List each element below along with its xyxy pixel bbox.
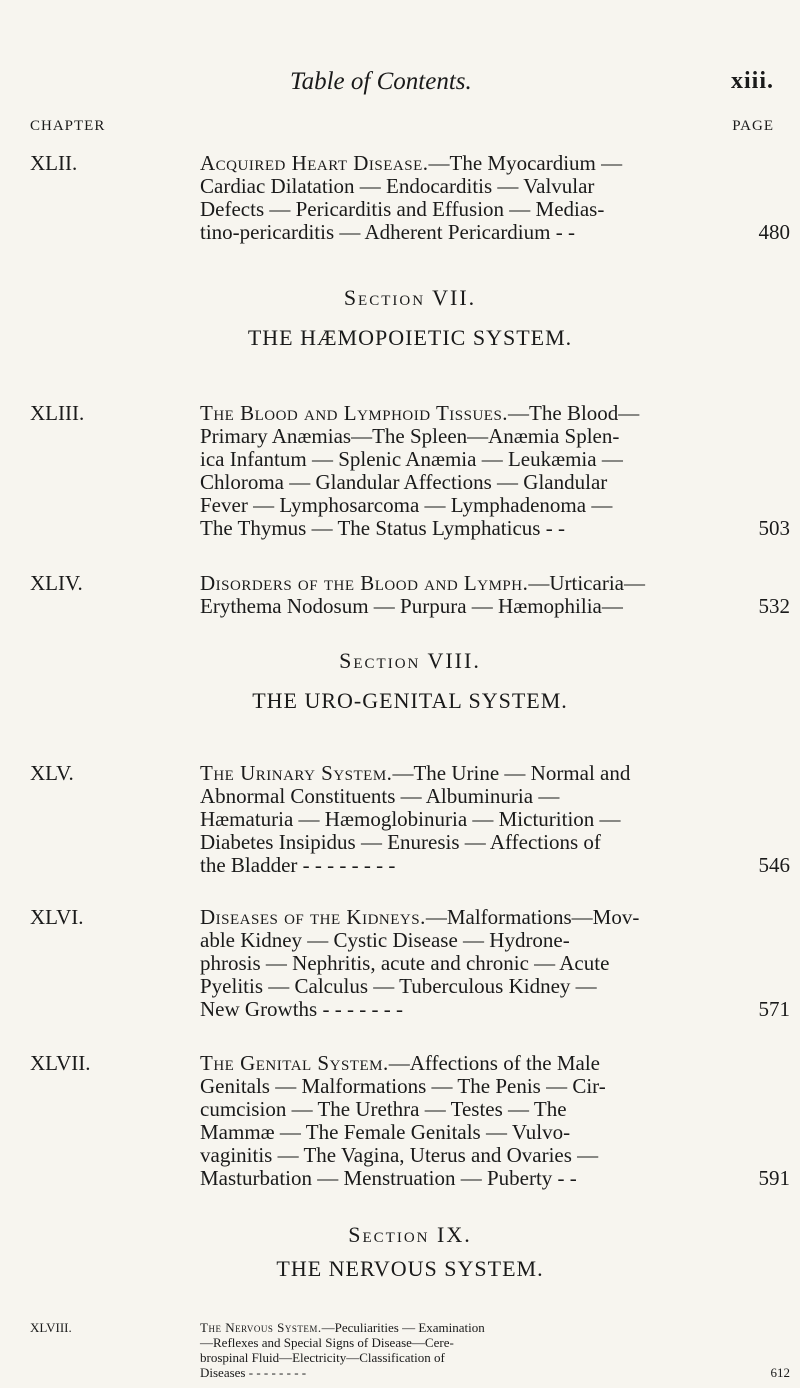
chapter-number: XLVIII.	[30, 1320, 72, 1335]
chapter-description	[200, 152, 710, 244]
entry-line: Genitals — Malformations — The Penis — Cir-	[200, 1074, 606, 1098]
entry-line: Acquired Heart Disease.—The Myocardium —	[200, 151, 623, 175]
chapter-description	[200, 762, 710, 877]
section-title: THE HÆMOPOIETIC SYSTEM.	[247, 325, 573, 350]
section-heading	[0, 1222, 800, 1282]
entry-line: Fever — Lymphosarcoma — Lymphadenoma —	[200, 493, 613, 517]
section-label: Section VII.	[343, 285, 477, 310]
entry-line: vaginitis — The Vagina, Uterus and Ovaries —	[200, 1143, 599, 1167]
chapter-heading: The Blood and Lymphoid Tissues.	[200, 401, 509, 425]
section-title: THE URO-GENITAL SYSTEM.	[252, 688, 568, 713]
entry-line: —Reflexes and Special Signs of Disease—Cere-	[200, 1335, 454, 1350]
entry-line: Hæmaturia — Hæmoglobinuria — Micturition —	[200, 807, 621, 831]
entry-line: Masturbation — Menstruation — Puberty - -	[200, 1166, 577, 1190]
chapter-heading: Diseases of the Kidneys.	[200, 905, 426, 929]
entry-line: Abnormal Constituents — Albuminuria —	[200, 784, 560, 808]
chapter-heading: The Urinary System.	[200, 761, 393, 785]
entry-line: New Growths - - - - - - -	[200, 997, 403, 1021]
chapter-column-head: CHAPTER	[30, 118, 106, 134]
entry-line: cumcision — The Urethra — Testes — The	[200, 1097, 567, 1121]
section-label: Section IX.	[348, 1222, 472, 1247]
entry-line: Defects — Pericarditis and Effusion — Medias-	[200, 197, 605, 221]
entry-line: The Blood and Lymphoid Tissues.—The Blood—	[200, 401, 640, 425]
page-ref: 532	[758, 594, 790, 618]
page-ref: 480	[758, 220, 790, 244]
running-head	[0, 68, 800, 108]
chapter-description	[200, 906, 710, 1021]
page-column-head: PAGE	[732, 118, 774, 134]
entry-line: Chloroma — Glandular Affections — Glandular	[200, 470, 608, 494]
entry-line: The Thymus — The Status Lymphaticus - -	[200, 516, 565, 540]
entry-line: Mammæ — The Female Genitals — Vulvo-	[200, 1120, 571, 1144]
entry-line: Diseases of the Kidneys.—Malformations—Mov-	[200, 905, 640, 929]
running-head-title: Table of Contents.	[290, 68, 472, 95]
entry-line: able Kidney — Cystic Disease — Hydrone-	[200, 928, 570, 952]
page-number: xiii.	[730, 68, 774, 94]
chapter-description	[200, 402, 710, 540]
chapter-heading: The Genital System.	[200, 1051, 389, 1075]
entry-line: the Bladder - - - - - - - -	[200, 853, 396, 877]
chapter-heading: The Nervous System.	[200, 1320, 322, 1335]
entry-line: Cardiac Dilatation — Endocarditis — Valvular	[200, 174, 595, 198]
page-ref: 612	[770, 1365, 790, 1380]
chapter-number: XLIII.	[30, 401, 85, 425]
entry-line: Pyelitis — Calculus — Tuberculous Kidney —	[200, 974, 597, 998]
page-ref: 546	[758, 853, 790, 877]
chapter-description	[200, 572, 710, 618]
entry-line: Diseases - - - - - - - -	[200, 1365, 307, 1380]
page-ref: 571	[758, 997, 790, 1021]
entry-line: tino-pericarditis — Adherent Pericardium - -	[200, 220, 575, 244]
chapter-number: XLII.	[30, 151, 78, 175]
chapter-number: XLVII.	[30, 1051, 91, 1075]
chapter-number: XLV.	[30, 761, 74, 785]
entry-line: ica Infantum — Splenic Anæmia — Leukæmia —	[200, 447, 623, 471]
entry-line: Primary Anæmias—The Spleen—Anæmia Splen-	[200, 424, 620, 448]
entry-line: The Nervous System.—Peculiarities — Examination	[200, 1320, 485, 1335]
chapter-number: XLIV.	[30, 571, 83, 595]
entry-line: Erythema Nodosum — Purpura — Hæmophilia—	[200, 594, 623, 618]
entry-line: phrosis — Nephritis, acute and chronic — Acute	[200, 951, 610, 975]
entry-line: Diabetes Insipidus — Enuresis — Affections of	[200, 830, 601, 854]
page-ref: 591	[758, 1166, 790, 1190]
section-title: THE NERVOUS SYSTEM.	[276, 1256, 544, 1281]
chapter-description	[200, 1052, 710, 1190]
entry-line: The Urinary System.—The Urine — Normal and	[200, 761, 631, 785]
chapter-heading: Disorders of the Blood and Lymph.	[200, 571, 529, 595]
section-label: Section VIII.	[339, 648, 481, 673]
column-headings	[0, 118, 800, 140]
entry-line: Disorders of the Blood and Lymph.—Urticaria—	[200, 571, 645, 595]
entry-line: brospinal Fluid—Electricity—Classification of	[200, 1350, 445, 1365]
chapter-description	[200, 1320, 710, 1380]
chapter-heading: Acquired Heart Disease.	[200, 151, 429, 175]
section-heading	[0, 285, 800, 351]
entry-line: The Genital System.—Affections of the Male	[200, 1051, 601, 1075]
chapter-number: XLVI.	[30, 905, 84, 929]
page-ref: 503	[758, 516, 790, 540]
section-heading	[0, 648, 800, 714]
